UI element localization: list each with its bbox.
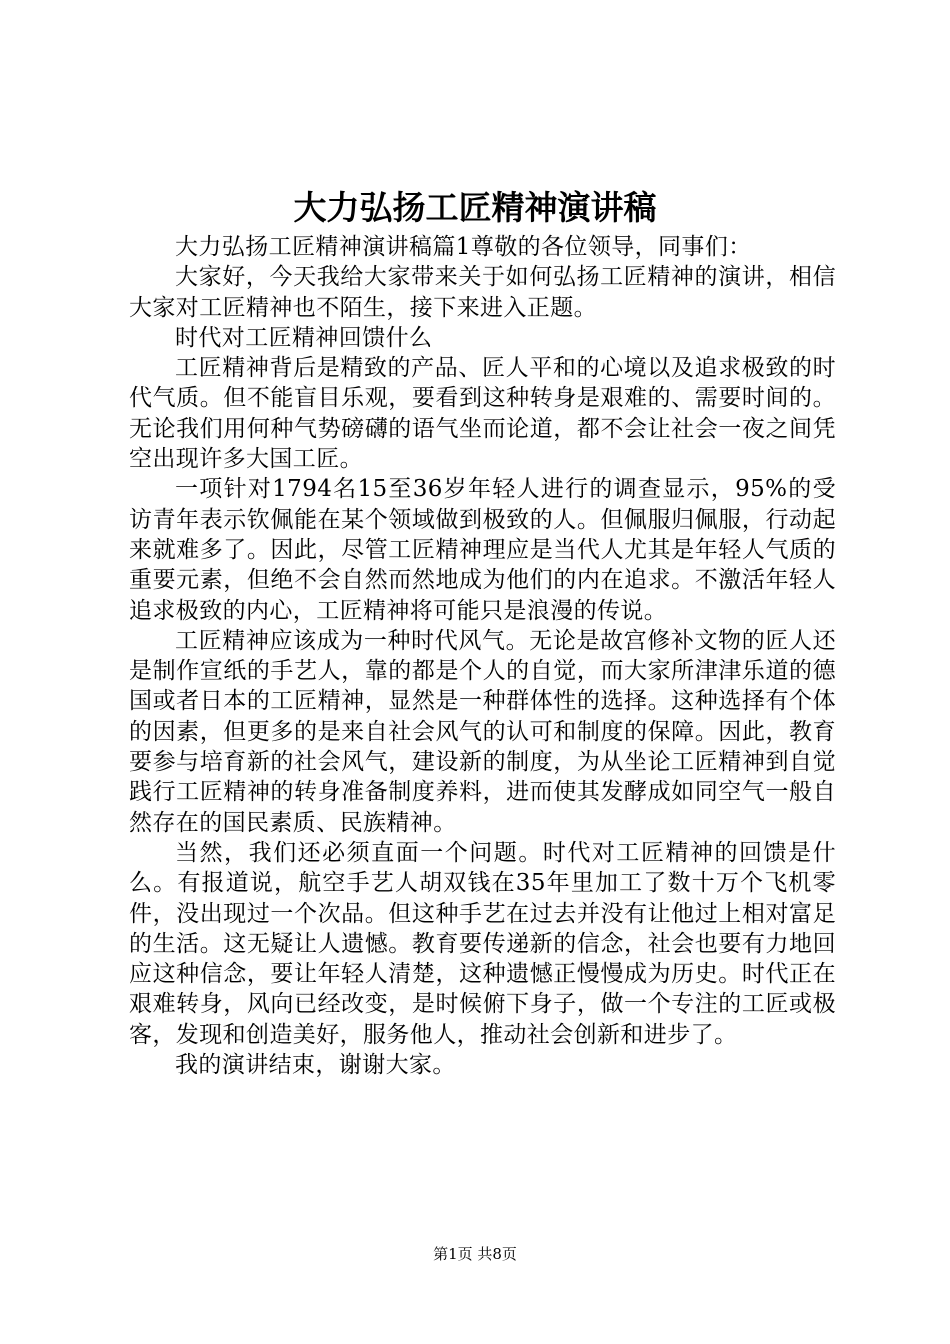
document-body <box>129 232 836 1080</box>
paragraph-body: 工匠精神应该成为一种时代风气。无论是故宫修补文物的匠人还是制作宣纸的手艺人，靠的都是个人的自觉，而大家所津津乐道的德国或者日本的工匠精神，显然是一种群体性的选择。这种选择有个体的因素，但更多的是来自社会风气的认可和制度的保障。因此，教育要参与培育新的社会风气，建设新的制度，为从坐论工匠精神到自觉践行工匠精神的转身准备制度养料，进而使其发酵成如同空气一般自然存在的国民素质、民族精神。 <box>129 627 836 836</box>
paragraph-body: 一项针对1794名15至36岁年轻人进行的调查显示，95%的受访青年表示钦佩能在某个领域做到极致的人。但佩服归佩服，行动起来就难多了。因此，尽管工匠精神理应是当代人尤其是年轻人气质的重要元素，但绝不会自然而然地成为他们的内在追求。不激活年轻人追求极致的内心，工匠精神将可能只是浪漫的传说。 <box>129 476 836 624</box>
paragraph-body: 工匠精神背后是精致的产品、匠人平和的心境以及追求极致的时代气质。但不能盲目乐观，要看到这种转身是艰难的、需要时间的。无论我们用何种气势磅礴的语气坐而论道，都不会让社会一夜之间凭空出现许多大国工匠。 <box>129 355 836 473</box>
paragraph-body: 当然，我们还必须直面一个问题。时代对工匠精神的回馈是什么。有报道说，航空手艺人胡双钱在35年里加工了数十万个飞机零件，没出现过一个次品。但这种手艺在过去并没有让他过上相对富足的生活。这无疑让人遗憾。教育要传递新的信念，社会也要有力地回应这种信念，要让年轻人清楚，这种遗憾正慢慢成为历史。时代正在艰难转身，风向已经改变，是时候俯下身子，做一个专注的工匠或极客，发现和创造美好，服务他人，推动社会创新和进步了。 <box>129 839 836 1048</box>
paragraph-opening: 大力弘扬工匠精神演讲稿篇1尊敬的各位领导，同事们： <box>175 234 752 260</box>
paragraph-closing: 我的演讲结束，谢谢大家。 <box>175 1052 456 1079</box>
paragraph-greeting: 大家好，今天我给大家带来关于如何弘扬工匠精神的演讲，相信大家对工匠精神也不陌生，接下来进入正题。 <box>129 264 836 321</box>
document-title: 大力弘扬工匠精神演讲稿 <box>293 188 657 227</box>
page-number-footer: 第1页 共8页 <box>433 1245 517 1263</box>
paragraph-subheading: 时代对工匠精神回馈什么 <box>175 324 433 351</box>
